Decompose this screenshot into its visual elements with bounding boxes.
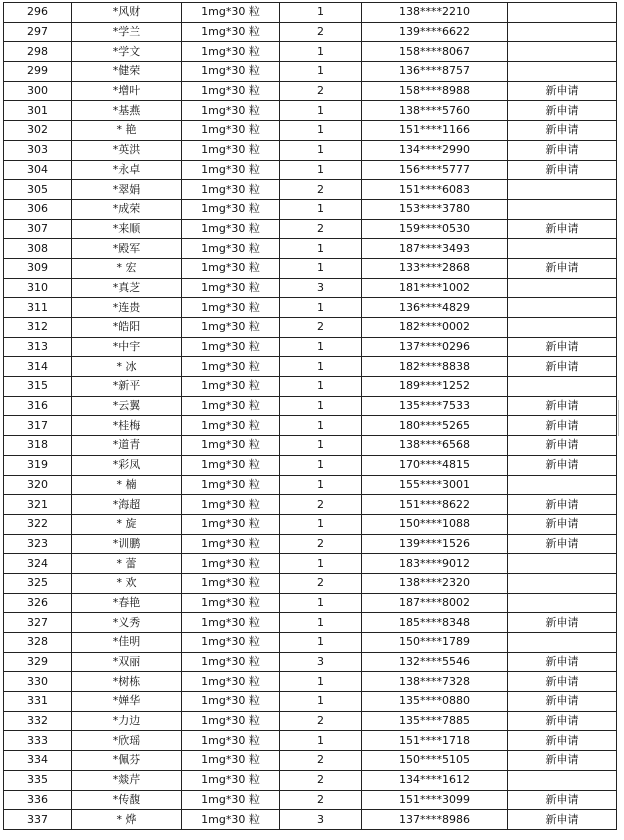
remark-cell bbox=[508, 770, 617, 790]
quantity-cell: 1 bbox=[280, 672, 362, 692]
page-edge-marker bbox=[618, 400, 619, 436]
phone-number-cell: 135****7533 bbox=[362, 396, 508, 416]
remark-cell bbox=[508, 239, 617, 259]
row-number-cell: 327 bbox=[4, 613, 72, 633]
table-row bbox=[4, 3, 617, 23]
row-number-cell: 312 bbox=[4, 318, 72, 338]
patient-name-cell: *健荣 bbox=[72, 62, 182, 82]
patient-name-cell: * 烨 bbox=[72, 810, 182, 830]
drug-spec-cell: 1mg*30 粒 bbox=[182, 573, 280, 593]
phone-number-cell: 138****6568 bbox=[362, 436, 508, 456]
row-number-cell: 301 bbox=[4, 101, 72, 121]
row-number-cell: 300 bbox=[4, 81, 72, 101]
remark-cell bbox=[508, 573, 617, 593]
table-row bbox=[4, 455, 617, 475]
phone-number-cell: 138****2210 bbox=[362, 3, 508, 23]
patient-name-cell: *婵华 bbox=[72, 692, 182, 712]
drug-spec-cell: 1mg*30 粒 bbox=[182, 790, 280, 810]
remark-cell bbox=[508, 42, 617, 62]
drug-spec-cell: 1mg*30 粒 bbox=[182, 121, 280, 141]
quantity-cell: 1 bbox=[280, 3, 362, 23]
phone-number-cell: 159****0530 bbox=[362, 219, 508, 239]
table-row bbox=[4, 810, 617, 830]
table-row bbox=[4, 416, 617, 436]
quantity-cell: 3 bbox=[280, 278, 362, 298]
remark-cell bbox=[508, 377, 617, 397]
drug-spec-cell: 1mg*30 粒 bbox=[182, 278, 280, 298]
quantity-cell: 1 bbox=[280, 357, 362, 377]
quantity-cell: 1 bbox=[280, 337, 362, 357]
phone-number-cell: 134****1612 bbox=[362, 770, 508, 790]
remark-cell: 新申请 bbox=[508, 751, 617, 771]
row-number-cell: 307 bbox=[4, 219, 72, 239]
quantity-cell: 1 bbox=[280, 731, 362, 751]
table-row bbox=[4, 81, 617, 101]
quantity-cell: 3 bbox=[280, 652, 362, 672]
remark-cell: 新申请 bbox=[508, 692, 617, 712]
table-row bbox=[4, 554, 617, 574]
phone-number-cell: 138****2320 bbox=[362, 573, 508, 593]
patient-name-cell: *殿军 bbox=[72, 239, 182, 259]
remark-cell bbox=[508, 633, 617, 653]
drug-spec-cell: 1mg*30 粒 bbox=[182, 318, 280, 338]
drug-spec-cell: 1mg*30 粒 bbox=[182, 396, 280, 416]
phone-number-cell: 153****3780 bbox=[362, 199, 508, 219]
phone-number-cell: 150****5105 bbox=[362, 751, 508, 771]
patient-name-cell: * 欢 bbox=[72, 573, 182, 593]
drug-spec-cell: 1mg*30 粒 bbox=[182, 613, 280, 633]
drug-spec-cell: 1mg*30 粒 bbox=[182, 199, 280, 219]
quantity-cell: 2 bbox=[280, 495, 362, 515]
phone-number-cell: 151****1718 bbox=[362, 731, 508, 751]
row-number-cell: 329 bbox=[4, 652, 72, 672]
drug-spec-cell: 1mg*30 粒 bbox=[182, 672, 280, 692]
remark-cell: 新申请 bbox=[508, 514, 617, 534]
applicant-table bbox=[3, 2, 617, 830]
remark-cell: 新申请 bbox=[508, 731, 617, 751]
remark-cell: 新申请 bbox=[508, 219, 617, 239]
remark-cell bbox=[508, 180, 617, 200]
drug-spec-cell: 1mg*30 粒 bbox=[182, 140, 280, 160]
phone-number-cell: 139****1526 bbox=[362, 534, 508, 554]
phone-number-cell: 136****4829 bbox=[362, 298, 508, 318]
phone-number-cell: 155****3001 bbox=[362, 475, 508, 495]
remark-cell bbox=[508, 475, 617, 495]
patient-name-cell: *彩凤 bbox=[72, 455, 182, 475]
drug-spec-cell: 1mg*30 粒 bbox=[182, 239, 280, 259]
quantity-cell: 1 bbox=[280, 160, 362, 180]
quantity-cell: 2 bbox=[280, 318, 362, 338]
drug-spec-cell: 1mg*30 粒 bbox=[182, 751, 280, 771]
table-row bbox=[4, 357, 617, 377]
drug-spec-cell: 1mg*30 粒 bbox=[182, 219, 280, 239]
quantity-cell: 2 bbox=[280, 790, 362, 810]
phone-number-cell: 158****8067 bbox=[362, 42, 508, 62]
patient-name-cell: *桂梅 bbox=[72, 416, 182, 436]
patient-name-cell: * 楠 bbox=[72, 475, 182, 495]
table-row bbox=[4, 652, 617, 672]
drug-spec-cell: 1mg*30 粒 bbox=[182, 652, 280, 672]
quantity-cell: 1 bbox=[280, 396, 362, 416]
drug-spec-cell: 1mg*30 粒 bbox=[182, 258, 280, 278]
patient-name-cell: *学兰 bbox=[72, 22, 182, 42]
table-row bbox=[4, 573, 617, 593]
patient-name-cell: *成荣 bbox=[72, 199, 182, 219]
quantity-cell: 1 bbox=[280, 377, 362, 397]
drug-spec-cell: 1mg*30 粒 bbox=[182, 455, 280, 475]
patient-name-cell: *春艳 bbox=[72, 593, 182, 613]
patient-name-cell: * 旋 bbox=[72, 514, 182, 534]
quantity-cell: 2 bbox=[280, 534, 362, 554]
remark-cell bbox=[508, 298, 617, 318]
drug-spec-cell: 1mg*30 粒 bbox=[182, 711, 280, 731]
remark-cell: 新申请 bbox=[508, 534, 617, 554]
patient-name-cell: *中宇 bbox=[72, 337, 182, 357]
patient-name-cell: *真芝 bbox=[72, 278, 182, 298]
phone-number-cell: 180****5265 bbox=[362, 416, 508, 436]
table-row bbox=[4, 337, 617, 357]
patient-name-cell: *增叶 bbox=[72, 81, 182, 101]
row-number-cell: 336 bbox=[4, 790, 72, 810]
patient-name-cell: *基燕 bbox=[72, 101, 182, 121]
quantity-cell: 1 bbox=[280, 593, 362, 613]
phone-number-cell: 151****6083 bbox=[362, 180, 508, 200]
patient-name-cell: *树栋 bbox=[72, 672, 182, 692]
quantity-cell: 2 bbox=[280, 22, 362, 42]
drug-spec-cell: 1mg*30 粒 bbox=[182, 554, 280, 574]
patient-name-cell: *永卓 bbox=[72, 160, 182, 180]
remark-cell: 新申请 bbox=[508, 790, 617, 810]
table-row bbox=[4, 377, 617, 397]
row-number-cell: 314 bbox=[4, 357, 72, 377]
table-row bbox=[4, 593, 617, 613]
patient-name-cell: * 蕾 bbox=[72, 554, 182, 574]
row-number-cell: 324 bbox=[4, 554, 72, 574]
row-number-cell: 333 bbox=[4, 731, 72, 751]
phone-number-cell: 156****5777 bbox=[362, 160, 508, 180]
quantity-cell: 1 bbox=[280, 475, 362, 495]
phone-number-cell: 150****1789 bbox=[362, 633, 508, 653]
table-row bbox=[4, 239, 617, 259]
phone-number-cell: 183****9012 bbox=[362, 554, 508, 574]
remark-cell: 新申请 bbox=[508, 652, 617, 672]
remark-cell: 新申请 bbox=[508, 357, 617, 377]
row-number-cell: 332 bbox=[4, 711, 72, 731]
remark-cell: 新申请 bbox=[508, 416, 617, 436]
table-row bbox=[4, 160, 617, 180]
table-row bbox=[4, 711, 617, 731]
quantity-cell: 1 bbox=[280, 436, 362, 456]
drug-spec-cell: 1mg*30 粒 bbox=[182, 180, 280, 200]
patient-name-cell: * 宏 bbox=[72, 258, 182, 278]
patient-name-cell: *学文 bbox=[72, 42, 182, 62]
phone-number-cell: 138****7328 bbox=[362, 672, 508, 692]
patient-name-cell: *皓阳 bbox=[72, 318, 182, 338]
row-number-cell: 337 bbox=[4, 810, 72, 830]
table-row bbox=[4, 298, 617, 318]
table-row bbox=[4, 22, 617, 42]
remark-cell: 新申请 bbox=[508, 101, 617, 121]
row-number-cell: 313 bbox=[4, 337, 72, 357]
quantity-cell: 1 bbox=[280, 633, 362, 653]
table-row bbox=[4, 199, 617, 219]
quantity-cell: 1 bbox=[280, 298, 362, 318]
quantity-cell: 1 bbox=[280, 62, 362, 82]
remark-cell: 新申请 bbox=[508, 711, 617, 731]
remark-cell bbox=[508, 278, 617, 298]
row-number-cell: 315 bbox=[4, 377, 72, 397]
phone-number-cell: 137****8986 bbox=[362, 810, 508, 830]
quantity-cell: 2 bbox=[280, 180, 362, 200]
patient-name-cell: *欣瑶 bbox=[72, 731, 182, 751]
phone-number-cell: 170****4815 bbox=[362, 455, 508, 475]
quantity-cell: 1 bbox=[280, 613, 362, 633]
remark-cell: 新申请 bbox=[508, 396, 617, 416]
phone-number-cell: 181****1002 bbox=[362, 278, 508, 298]
phone-number-cell: 158****8988 bbox=[362, 81, 508, 101]
phone-number-cell: 187****8002 bbox=[362, 593, 508, 613]
phone-number-cell: 185****8348 bbox=[362, 613, 508, 633]
table-row bbox=[4, 495, 617, 515]
drug-spec-cell: 1mg*30 粒 bbox=[182, 633, 280, 653]
row-number-cell: 319 bbox=[4, 455, 72, 475]
quantity-cell: 2 bbox=[280, 573, 362, 593]
phone-number-cell: 151****1166 bbox=[362, 121, 508, 141]
patient-name-cell: *翠娟 bbox=[72, 180, 182, 200]
table-row bbox=[4, 318, 617, 338]
patient-name-cell: * 艳 bbox=[72, 121, 182, 141]
remark-cell bbox=[508, 554, 617, 574]
row-number-cell: 316 bbox=[4, 396, 72, 416]
table-row bbox=[4, 534, 617, 554]
remark-cell: 新申请 bbox=[508, 495, 617, 515]
row-number-cell: 317 bbox=[4, 416, 72, 436]
remark-cell bbox=[508, 318, 617, 338]
quantity-cell: 1 bbox=[280, 101, 362, 121]
patient-name-cell: *英洪 bbox=[72, 140, 182, 160]
quantity-cell: 1 bbox=[280, 692, 362, 712]
drug-spec-cell: 1mg*30 粒 bbox=[182, 810, 280, 830]
patient-name-cell: *风财 bbox=[72, 3, 182, 23]
table-row bbox=[4, 62, 617, 82]
row-number-cell: 298 bbox=[4, 42, 72, 62]
remark-cell bbox=[508, 199, 617, 219]
table-row bbox=[4, 258, 617, 278]
applicant-table-body bbox=[4, 3, 617, 830]
remark-cell: 新申请 bbox=[508, 160, 617, 180]
drug-spec-cell: 1mg*30 粒 bbox=[182, 495, 280, 515]
row-number-cell: 310 bbox=[4, 278, 72, 298]
table-row bbox=[4, 121, 617, 141]
row-number-cell: 325 bbox=[4, 573, 72, 593]
row-number-cell: 334 bbox=[4, 751, 72, 771]
quantity-cell: 1 bbox=[280, 239, 362, 259]
remark-cell: 新申请 bbox=[508, 613, 617, 633]
remark-cell bbox=[508, 593, 617, 613]
drug-spec-cell: 1mg*30 粒 bbox=[182, 416, 280, 436]
remark-cell: 新申请 bbox=[508, 810, 617, 830]
table-row bbox=[4, 180, 617, 200]
patient-name-cell: *燚芹 bbox=[72, 770, 182, 790]
quantity-cell: 1 bbox=[280, 258, 362, 278]
drug-spec-cell: 1mg*30 粒 bbox=[182, 593, 280, 613]
patient-name-cell: *连贵 bbox=[72, 298, 182, 318]
table-row bbox=[4, 731, 617, 751]
quantity-cell: 1 bbox=[280, 416, 362, 436]
phone-number-cell: 135****0880 bbox=[362, 692, 508, 712]
drug-spec-cell: 1mg*30 粒 bbox=[182, 337, 280, 357]
phone-number-cell: 135****7885 bbox=[362, 711, 508, 731]
row-number-cell: 318 bbox=[4, 436, 72, 456]
table-row bbox=[4, 751, 617, 771]
row-number-cell: 322 bbox=[4, 514, 72, 534]
table-row bbox=[4, 672, 617, 692]
row-number-cell: 330 bbox=[4, 672, 72, 692]
row-number-cell: 311 bbox=[4, 298, 72, 318]
remark-cell bbox=[508, 22, 617, 42]
table-row bbox=[4, 278, 617, 298]
quantity-cell: 1 bbox=[280, 455, 362, 475]
remark-cell: 新申请 bbox=[508, 455, 617, 475]
table-row bbox=[4, 436, 617, 456]
row-number-cell: 303 bbox=[4, 140, 72, 160]
remark-cell: 新申请 bbox=[508, 436, 617, 456]
row-number-cell: 309 bbox=[4, 258, 72, 278]
phone-number-cell: 187****3493 bbox=[362, 239, 508, 259]
table-row bbox=[4, 475, 617, 495]
remark-cell: 新申请 bbox=[508, 121, 617, 141]
table-row bbox=[4, 514, 617, 534]
patient-name-cell: *新平 bbox=[72, 377, 182, 397]
drug-spec-cell: 1mg*30 粒 bbox=[182, 160, 280, 180]
remark-cell: 新申请 bbox=[508, 140, 617, 160]
row-number-cell: 335 bbox=[4, 770, 72, 790]
patient-name-cell: *力边 bbox=[72, 711, 182, 731]
table-row bbox=[4, 692, 617, 712]
patient-name-cell: *训鹏 bbox=[72, 534, 182, 554]
row-number-cell: 331 bbox=[4, 692, 72, 712]
table-row bbox=[4, 140, 617, 160]
row-number-cell: 304 bbox=[4, 160, 72, 180]
drug-spec-cell: 1mg*30 粒 bbox=[182, 81, 280, 101]
quantity-cell: 2 bbox=[280, 711, 362, 731]
phone-number-cell: 137****0296 bbox=[362, 337, 508, 357]
quantity-cell: 1 bbox=[280, 199, 362, 219]
table-row bbox=[4, 101, 617, 121]
remark-cell bbox=[508, 3, 617, 23]
table-row bbox=[4, 770, 617, 790]
quantity-cell: 1 bbox=[280, 554, 362, 574]
quantity-cell: 1 bbox=[280, 514, 362, 534]
drug-spec-cell: 1mg*30 粒 bbox=[182, 22, 280, 42]
table-row bbox=[4, 396, 617, 416]
quantity-cell: 2 bbox=[280, 751, 362, 771]
row-number-cell: 328 bbox=[4, 633, 72, 653]
remark-cell: 新申请 bbox=[508, 258, 617, 278]
patient-name-cell: *双丽 bbox=[72, 652, 182, 672]
row-number-cell: 299 bbox=[4, 62, 72, 82]
row-number-cell: 326 bbox=[4, 593, 72, 613]
row-number-cell: 305 bbox=[4, 180, 72, 200]
phone-number-cell: 138****5760 bbox=[362, 101, 508, 121]
drug-spec-cell: 1mg*30 粒 bbox=[182, 62, 280, 82]
phone-number-cell: 139****6622 bbox=[362, 22, 508, 42]
drug-spec-cell: 1mg*30 粒 bbox=[182, 298, 280, 318]
patient-name-cell: * 冰 bbox=[72, 357, 182, 377]
drug-spec-cell: 1mg*30 粒 bbox=[182, 475, 280, 495]
quantity-cell: 1 bbox=[280, 140, 362, 160]
phone-number-cell: 134****2990 bbox=[362, 140, 508, 160]
phone-number-cell: 151****8622 bbox=[362, 495, 508, 515]
quantity-cell: 2 bbox=[280, 770, 362, 790]
phone-number-cell: 189****1252 bbox=[362, 377, 508, 397]
row-number-cell: 320 bbox=[4, 475, 72, 495]
row-number-cell: 306 bbox=[4, 199, 72, 219]
table-row bbox=[4, 633, 617, 653]
patient-name-cell: *佩芬 bbox=[72, 751, 182, 771]
remark-cell: 新申请 bbox=[508, 81, 617, 101]
row-number-cell: 302 bbox=[4, 121, 72, 141]
drug-spec-cell: 1mg*30 粒 bbox=[182, 692, 280, 712]
quantity-cell: 1 bbox=[280, 121, 362, 141]
phone-number-cell: 150****1088 bbox=[362, 514, 508, 534]
drug-spec-cell: 1mg*30 粒 bbox=[182, 770, 280, 790]
patient-name-cell: *云翼 bbox=[72, 396, 182, 416]
table-row bbox=[4, 613, 617, 633]
row-number-cell: 308 bbox=[4, 239, 72, 259]
quantity-cell: 1 bbox=[280, 42, 362, 62]
drug-spec-cell: 1mg*30 粒 bbox=[182, 357, 280, 377]
row-number-cell: 323 bbox=[4, 534, 72, 554]
phone-number-cell: 182****8838 bbox=[362, 357, 508, 377]
phone-number-cell: 133****2868 bbox=[362, 258, 508, 278]
row-number-cell: 296 bbox=[4, 3, 72, 23]
table-row bbox=[4, 219, 617, 239]
table-row bbox=[4, 790, 617, 810]
patient-name-cell: *道青 bbox=[72, 436, 182, 456]
drug-spec-cell: 1mg*30 粒 bbox=[182, 514, 280, 534]
drug-spec-cell: 1mg*30 粒 bbox=[182, 534, 280, 554]
remark-cell bbox=[508, 62, 617, 82]
quantity-cell: 2 bbox=[280, 81, 362, 101]
remark-cell: 新申请 bbox=[508, 672, 617, 692]
phone-number-cell: 136****8757 bbox=[362, 62, 508, 82]
quantity-cell: 3 bbox=[280, 810, 362, 830]
drug-spec-cell: 1mg*30 粒 bbox=[182, 436, 280, 456]
drug-spec-cell: 1mg*30 粒 bbox=[182, 101, 280, 121]
patient-name-cell: *传馥 bbox=[72, 790, 182, 810]
phone-number-cell: 151****3099 bbox=[362, 790, 508, 810]
drug-spec-cell: 1mg*30 粒 bbox=[182, 731, 280, 751]
patient-name-cell: *来顺 bbox=[72, 219, 182, 239]
drug-spec-cell: 1mg*30 粒 bbox=[182, 377, 280, 397]
patient-name-cell: *海超 bbox=[72, 495, 182, 515]
table-row bbox=[4, 42, 617, 62]
remark-cell: 新申请 bbox=[508, 337, 617, 357]
patient-name-cell: *佳明 bbox=[72, 633, 182, 653]
drug-spec-cell: 1mg*30 粒 bbox=[182, 3, 280, 23]
row-number-cell: 297 bbox=[4, 22, 72, 42]
phone-number-cell: 132****5546 bbox=[362, 652, 508, 672]
drug-spec-cell: 1mg*30 粒 bbox=[182, 42, 280, 62]
phone-number-cell: 182****0002 bbox=[362, 318, 508, 338]
patient-name-cell: *义秀 bbox=[72, 613, 182, 633]
quantity-cell: 2 bbox=[280, 219, 362, 239]
row-number-cell: 321 bbox=[4, 495, 72, 515]
